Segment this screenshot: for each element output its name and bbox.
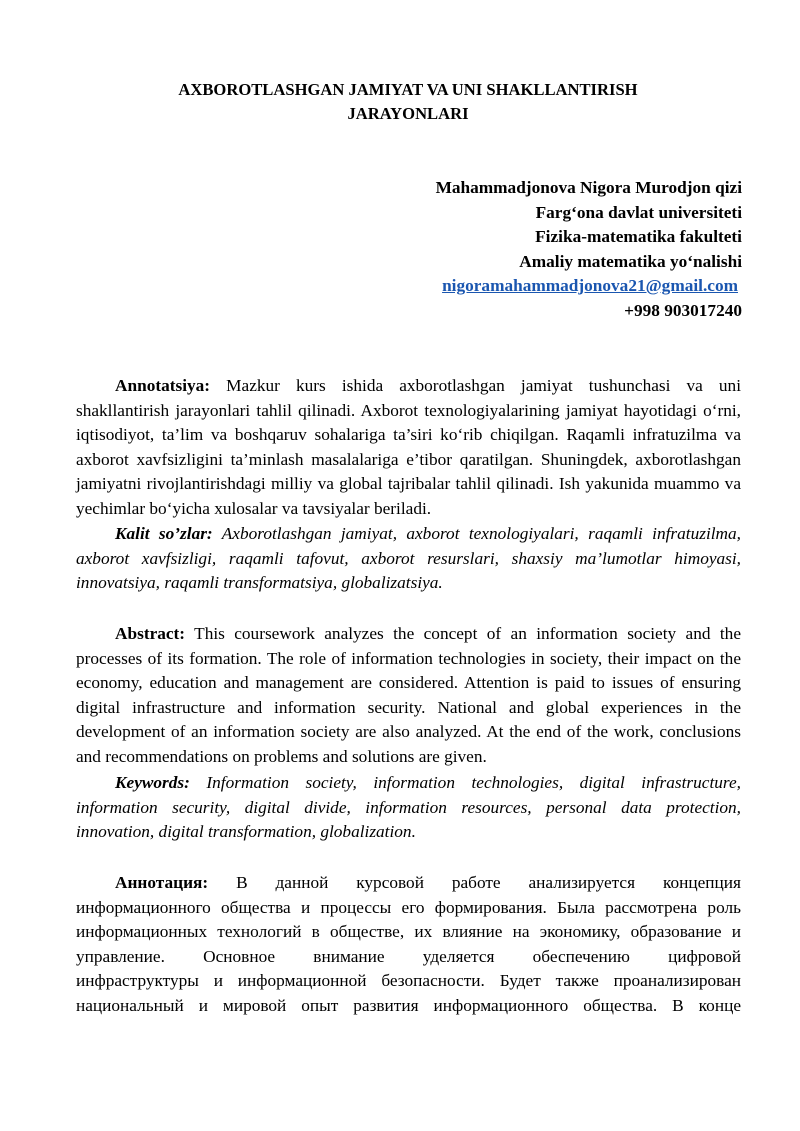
author-name: Mahammadjonova Nigora Murodjon qizi	[435, 178, 742, 197]
author-info	[300, 176, 742, 323]
en-keywords	[76, 771, 741, 845]
ru-line-5: инфраструктуры и информационной безопасности. Будет также проанализирован	[76, 971, 741, 991]
author-faculty: Fizika-matematika fakulteti	[535, 227, 742, 246]
ru-abstract-label: Аннотация:	[115, 873, 209, 892]
author-university: Farg‘ona davlat universiteti	[535, 202, 742, 222]
uz-abstract	[76, 374, 741, 522]
ru-line-3: информационных технологий в обществе, их влияние на экономику, образование и	[76, 922, 741, 942]
ru-line-1: Аннотация: В данной курсовой работе анализируется концепция	[115, 873, 741, 892]
ru-line-4: управление. Основное внимание уделяется обеспечению цифровой	[76, 946, 741, 966]
ru-line-2: информационного общества и процессы его формирования. Была рассмотрена роль	[76, 897, 741, 917]
author-email-link[interactable]: nigoramahammadjonova21@gmail.com	[442, 276, 738, 295]
en-keywords-text: Information society, information technologies, digital infrastructure, information security, digital divide, information resources, personal data protection, innovation, digital transformation, globalization.	[76, 773, 741, 842]
uz-keywords-label: Kalit so’zlar:	[115, 524, 213, 543]
uz-keywords-text: Axborotlashgan jamiyat, axborot texnologiyalari, raqamli infratuzilma, axborot xavfsizligi, raqamli tafovut, axborot resurslari, shaxsiy ma’lumotlar himoyasi, innovatsiya, raqamli transformatsiya, globalizatsiya.	[76, 524, 741, 593]
ru-abstract	[76, 871, 741, 1019]
uz-keywords	[76, 522, 741, 596]
ru-line-6: национальный и мировой опыт развития информационного общества. В конце	[76, 995, 741, 1015]
uz-abstract-text: Mazkur kurs ishida axborotlashgan jamiyat tushunchasi va uni shakllantirish jarayonlari tahlil qilinadi. Axborot texnologiyalarining jamiyat hayotidagi o‘rni, iqtisodiyot, ta’lim va boshqaruv sohalariga ta’siri ko‘rib chiqilgan. Raqamli infratuzilma va axborot xavfsizligini ta’minlash masalalariga e’tibor qaratilgan. Shuningdek, axborotlashgan jamiyatni rivojlantirishdagi milliy va global tajribalar tahlil qilinadi. Ish yakunida muammo va yechimlar bo‘yicha xulosalar va tavsiyalar beriladi.	[76, 376, 741, 518]
title-line-1: AXBOROTLASHGAN JAMIYAT VA UNI SHAKLLANTIRISH	[178, 80, 638, 99]
author-direction: Amaliy matematika yo‘nalishi	[519, 251, 742, 271]
uz-abstract-label: Annotatsiya:	[115, 376, 211, 395]
author-phone: +998 903017240	[624, 300, 742, 320]
en-abstract	[76, 622, 741, 770]
en-keywords-label: Keywords:	[115, 773, 190, 792]
en-abstract-label: Abstract:	[115, 624, 186, 643]
title-line-2: JARAYONLARI	[347, 104, 469, 123]
en-abstract-text: This coursework analyzes the concept of an information society and the processes of its formation. The role of information technologies in society, their impact on the economy, education and management are considered. Attention is paid to issues of ensuring digital infrastructure and information security. National and global experiences in the development of an information society are also analyzed. At the end of the work, conclusions and recommendations on problems and solutions are given.	[76, 624, 741, 766]
paper-title	[76, 78, 740, 126]
